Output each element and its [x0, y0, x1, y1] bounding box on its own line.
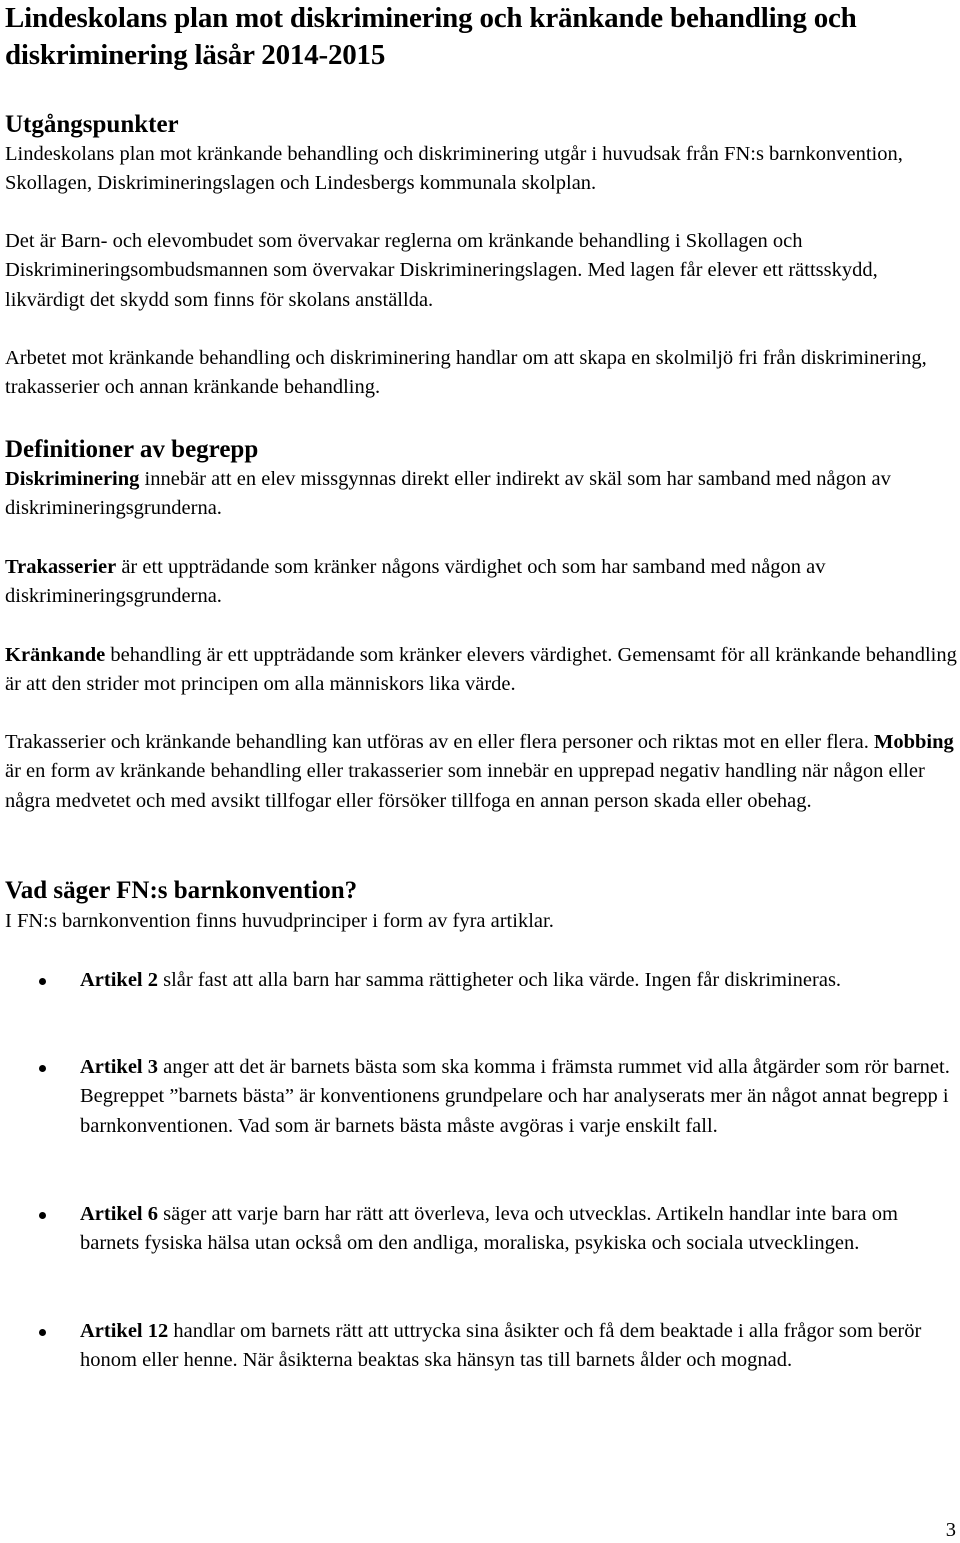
article-description: anger att det är barnets bästa som ska komma i främsta rummet vid alla åtgärder som rör barnet. Begreppet ”barnets bästa” är konventionens grundpelare och har analyserats mer än något annat begrepp i barnkonventionen. Vad som är barnets bästa måste avgöras i varje enskilt fall. — [80, 1056, 950, 1137]
term-krankande: Kränkande — [5, 644, 106, 666]
article-description: slår fast att alla barn har samma rättigheter och lika värde. Ingen får diskrimineras. — [158, 969, 842, 991]
article-description: handlar om barnets rätt att uttrycka sina åsikter och få dem beaktade i alla frågor som berör honom eller henne. När åsikterna beaktas ska hänsyn tas till barnets ålder och mognad. — [80, 1320, 922, 1372]
paragraph-utgangspunkter-2: Det är Barn- och elevombudet som övervakar reglerna om kränkande behandling i Skollagen och Diskrimineringsombudsmannen som övervakar Diskrimineringslagen. Med lagen får elever ett rättsskydd, likvärdigt det skydd som finns för skolans anställda. — [5, 230, 878, 311]
definition-mobbing-text: är en form av kränkande behandling eller trakasserier som innebär en upprepad negativ handling när någon eller några medvetet och med avsikt tillfogar eller försöker tillfoga en annan person skada eller obehag. — [5, 760, 925, 812]
paragraph-utgangspunkter-1: Lindeskolans plan mot kränkande behandling och diskriminering utgår i huvudsak från FN:s barnkonvention, Skollagen, Diskrimineringslagen och Lindesbergs kommunala skolplan. — [5, 143, 903, 195]
page-title: Lindeskolans plan mot diskriminering och kränkande behandling och diskriminering läsår 2014-2015 — [5, 2, 857, 71]
article-2-text — [80, 966, 960, 995]
heading-barnkonvention: Vad säger FN:s barnkonvention? — [5, 877, 358, 904]
definition-krankande-text: behandling är ett uppträdande som kränker elevers värdighet. Gemensamt för all kränkande behandling är att den strider mot principen om alla människors lika värde. — [5, 644, 957, 696]
definition-trakasserier — [5, 553, 957, 612]
article-description: säger att varje barn har rätt att överleva, leva och utvecklas. Artikeln handlar inte bara om barnets fysiska hälsa utan också om den andliga, moraliska, psykiska och sociala utvecklingen. — [80, 1203, 898, 1255]
definition-mobbing — [5, 728, 957, 816]
term-mobbing: Mobbing — [874, 731, 954, 753]
article-6-text — [80, 1200, 960, 1259]
article-term: Artikel 3 — [80, 1056, 158, 1078]
bullet-icon — [39, 1329, 46, 1336]
heading-definitioner: Definitioner av begrepp — [5, 436, 259, 463]
definition-krankande — [5, 641, 957, 700]
definition-mobbing-pre: Trakasserier och kränkande behandling kan utföras av en eller flera personer och riktas mot en eller flera. — [5, 731, 874, 753]
bullet-icon — [39, 978, 46, 985]
term-trakasserier: Trakasserier — [5, 556, 117, 578]
bullet-icon — [39, 1212, 46, 1219]
article-term: Artikel 2 — [80, 969, 158, 991]
article-term: Artikel 12 — [80, 1320, 169, 1342]
article-term: Artikel 6 — [80, 1203, 158, 1225]
page-number: 3 — [945, 1519, 956, 1541]
article-3-text — [80, 1053, 960, 1141]
definition-diskriminering — [5, 465, 957, 524]
article-12-text — [80, 1317, 960, 1376]
bullet-icon — [39, 1065, 46, 1072]
term-diskriminering: Diskriminering — [5, 468, 140, 490]
paragraph-barnkonvention-intro: I FN:s barnkonvention finns huvudprinciper i form av fyra artiklar. — [5, 910, 554, 932]
heading-utgangspunkter: Utgångspunkter — [5, 111, 179, 138]
definition-trakasserier-text: är ett uppträdande som kränker någons värdighet och som har samband med någon av diskrimineringsgrunderna. — [5, 556, 826, 608]
paragraph-utgangspunkter-3: Arbetet mot kränkande behandling och diskriminering handlar om att skapa en skolmiljö fri från diskriminering, trakasserier och annan kränkande behandling. — [5, 347, 927, 399]
definition-diskriminering-text: innebär att en elev missgynnas direkt eller indirekt av skäl som har samband med någon av diskrimineringsgrunderna. — [5, 468, 891, 520]
